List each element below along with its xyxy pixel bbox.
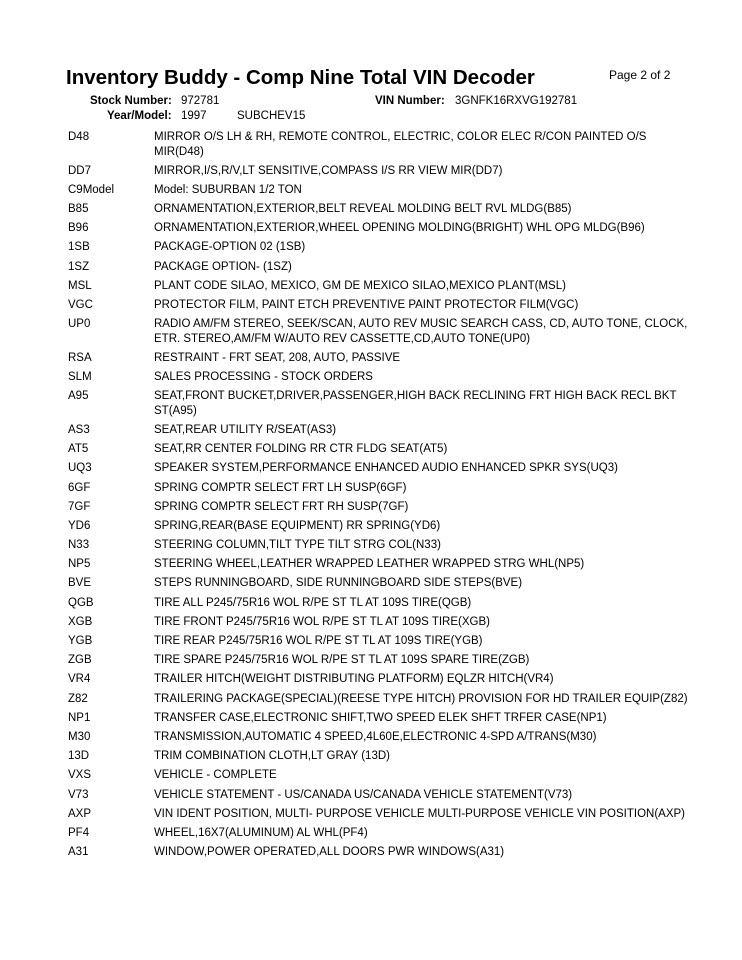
option-description: TRAILERING PACKAGE(SPECIAL)(REESE TYPE HITCH) PROVISION FOR HD TRAILER EQUIP(Z82) (154, 692, 688, 705)
option-description: SPRING COMPTR SELECT FRT LH SUSP(6GF) (154, 481, 407, 494)
vin-number-label: VIN Number: (375, 95, 445, 107)
option-row (68, 279, 688, 294)
option-code: NP5 (68, 558, 91, 571)
option-description: PROTECTOR FILM, PAINT ETCH PREVENTIVE PAINT PROTECTOR FILM(VGC) (154, 299, 579, 311)
option-code: M30 (68, 730, 91, 743)
option-description: TRANSMISSION,AUTOMATIC 4 SPEED,4L60E,ELECTRONIC 4-SPD A/TRANS(M30) (154, 730, 597, 743)
option-description: SPRING,REAR(BASE EQUIPMENT) RR SPRING(YD6) (154, 519, 441, 532)
option-row (68, 481, 688, 496)
option-row (68, 461, 688, 476)
option-code: Z82 (68, 692, 88, 705)
option-row (68, 298, 688, 313)
option-code: BVE (68, 577, 92, 590)
option-code: NP1 (68, 711, 91, 724)
page-title: Inventory Buddy - Comp Nine Total VIN Decoder (66, 66, 535, 89)
option-description: ORNAMENTATION,EXTERIOR,BELT REVEAL MOLDING BELT RVL MLDG(B85) (154, 203, 572, 216)
option-code: VXS (68, 769, 92, 782)
option-code: B96 (68, 222, 89, 235)
option-description: MIRROR O/S LH & RH, REMOTE CONTROL, ELECTRIC, COLOR ELEC R/CON PAINTED O/S MIR(D48) (154, 131, 647, 158)
option-code: QGB (68, 596, 94, 609)
option-description: TRIM COMBINATION CLOTH,LT GRAY (13D) (154, 750, 390, 763)
option-description: WHEEL,16X7(ALUMINUM) AL WHL(PF4) (154, 826, 368, 839)
option-row (68, 519, 688, 534)
option-row (68, 730, 688, 745)
option-code: 6GF (68, 481, 91, 494)
vin-number-value: 3GNFK16RXVG192781 (455, 95, 578, 107)
model-code-value: SUBCHEV15 (237, 110, 306, 122)
option-row (68, 711, 688, 726)
option-code: YD6 (68, 519, 91, 532)
option-description: STEERING COLUMN,TILT TYPE TILT STRG COL(N33) (154, 539, 441, 552)
option-code-list (68, 130, 688, 864)
option-row (68, 692, 688, 707)
option-row (68, 423, 688, 438)
option-row (68, 370, 688, 385)
option-row (68, 260, 688, 275)
option-row (68, 576, 688, 591)
option-description: PLANT CODE SILAO, MEXICO, GM DE MEXICO SILAO,MEXICO PLANT(MSL) (154, 279, 566, 292)
option-code: PF4 (68, 826, 90, 839)
option-description: MIRROR,I/S,R/V,LT SENSITIVE,COMPASS I/S RR VIEW MIR(DD7) (154, 164, 503, 177)
option-description: VEHICLE - COMPLETE (154, 769, 277, 782)
option-row (68, 202, 688, 217)
option-code: SLM (68, 371, 92, 384)
option-row (68, 351, 688, 366)
option-row (68, 557, 688, 572)
option-code: RSA (68, 351, 92, 364)
option-row (68, 826, 688, 841)
option-row (68, 164, 688, 179)
option-code: XGB (68, 615, 93, 628)
option-code: UP0 (68, 318, 91, 331)
option-description: WINDOW,POWER OPERATED,ALL DOORS PWR WINDOWS(A31) (154, 846, 505, 859)
option-code: A31 (68, 846, 89, 859)
option-description: STEPS RUNNINGBOARD, SIDE RUNNINGBOARD SIDE STEPS(BVE) (154, 577, 523, 590)
option-code: N33 (68, 539, 90, 552)
stock-number-value: 972781 (181, 95, 220, 107)
option-code: 13D (68, 750, 90, 763)
option-description: PACKAGE-OPTION 02 (1SB) (154, 241, 306, 254)
option-code: VGC (68, 299, 93, 311)
option-description: TIRE SPARE P245/75R16 WOL R/PE ST TL AT 109S SPARE TIRE(ZGB) (154, 654, 530, 667)
option-code: ZGB (68, 654, 92, 667)
option-row (68, 130, 688, 159)
option-description: SEAT,REAR UTILITY R/SEAT(AS3) (154, 423, 337, 436)
option-description: SPEAKER SYSTEM,PERFORMANCE ENHANCED AUDIO ENHANCED SPKR SYS(UQ3) (154, 462, 618, 475)
option-row (68, 221, 688, 236)
option-description: VEHICLE STATEMENT - US/CANADA US/CANADA VEHICLE STATEMENT(V73) (154, 788, 573, 801)
year-value: 1997 (181, 110, 207, 122)
option-row (68, 788, 688, 803)
option-row (68, 538, 688, 553)
option-row (68, 768, 688, 783)
option-description: SPRING COMPTR SELECT FRT RH SUSP(7GF) (154, 500, 409, 513)
option-row (68, 442, 688, 457)
option-row (68, 807, 688, 822)
option-code: D48 (68, 131, 90, 143)
option-description: TIRE REAR P245/75R16 WOL R/PE ST TL AT 109S TIRE(YGB) (154, 635, 483, 647)
page-number: Page 2 of 2 (609, 68, 671, 82)
option-code: AT5 (68, 443, 89, 456)
option-description: SEAT,FRONT BUCKET,DRIVER,PASSENGER,HIGH BACK RECLINING FRT HIGH BACK RECL BKT ST(A95) (154, 390, 677, 417)
option-row (68, 615, 688, 630)
option-row (68, 500, 688, 515)
option-code: DD7 (68, 164, 92, 177)
option-description: RESTRAINT - FRT SEAT, 208, AUTO, PASSIVE (154, 351, 401, 364)
option-row (68, 183, 688, 198)
option-description: VIN IDENT POSITION, MULTI- PURPOSE VEHICLE MULTI-PURPOSE VEHICLE VIN POSITION(AXP) (154, 807, 686, 820)
option-row (68, 749, 688, 764)
option-code: AS3 (68, 423, 90, 436)
option-description: TIRE ALL P245/75R16 WOL R/PE ST TL AT 109S TIRE(QGB) (154, 596, 472, 609)
option-code: 1SB (68, 241, 90, 254)
option-code: UQ3 (68, 462, 92, 475)
option-description: PACKAGE OPTION- (1SZ) (154, 260, 292, 273)
option-code: 1SZ (68, 260, 90, 273)
option-code: 7GF (68, 500, 91, 513)
year-model-label: Year/Model: (107, 110, 172, 122)
option-row (68, 596, 688, 611)
option-description: TRANSFER CASE,ELECTRONIC SHIFT,TWO SPEED ELEK SHFT TRFER CASE(NP1) (154, 711, 607, 724)
option-description: SEAT,RR CENTER FOLDING RR CTR FLDG SEAT(AT5) (154, 443, 448, 456)
option-description: STEERING WHEEL,LEATHER WRAPPED LEATHER WRAPPED STRG WHL(NP5) (154, 558, 585, 571)
option-code: C9Model (68, 183, 115, 196)
option-description: SALES PROCESSING - STOCK ORDERS (154, 371, 373, 384)
option-row (68, 845, 688, 860)
option-code: V73 (68, 788, 89, 801)
option-description: Model: SUBURBAN 1/2 TON (154, 183, 302, 196)
option-code: YGB (68, 635, 93, 647)
option-code: MSL (68, 279, 92, 292)
option-code: VR4 (68, 673, 91, 686)
option-row (68, 672, 688, 687)
option-row (68, 653, 688, 668)
option-description: ORNAMENTATION,EXTERIOR,WHEEL OPENING MOLDING(BRIGHT) WHL OPG MLDG(B96) (154, 222, 645, 235)
option-row (68, 317, 688, 346)
option-description: TIRE FRONT P245/75R16 WOL R/PE ST TL AT 109S TIRE(XGB) (154, 615, 490, 628)
option-description: TRAILER HITCH(WEIGHT DISTRIBUTING PLATFORM) EQLZR HITCH(VR4) (154, 673, 554, 686)
option-row (68, 240, 688, 255)
option-row (68, 634, 688, 649)
option-row (68, 389, 688, 418)
option-description: RADIO AM/FM STEREO, SEEK/SCAN, AUTO REV MUSIC SEARCH CASS, CD, AUTO TONE, CLOCK, ETR. STEREO,AM/FM W/AUTO REV CASSETTE,CD,AUTO TONE(UP0) (154, 318, 688, 345)
option-code: B85 (68, 203, 89, 216)
option-code: A95 (68, 390, 89, 403)
option-code: AXP (68, 807, 92, 820)
stock-number-label: Stock Number: (90, 95, 172, 107)
